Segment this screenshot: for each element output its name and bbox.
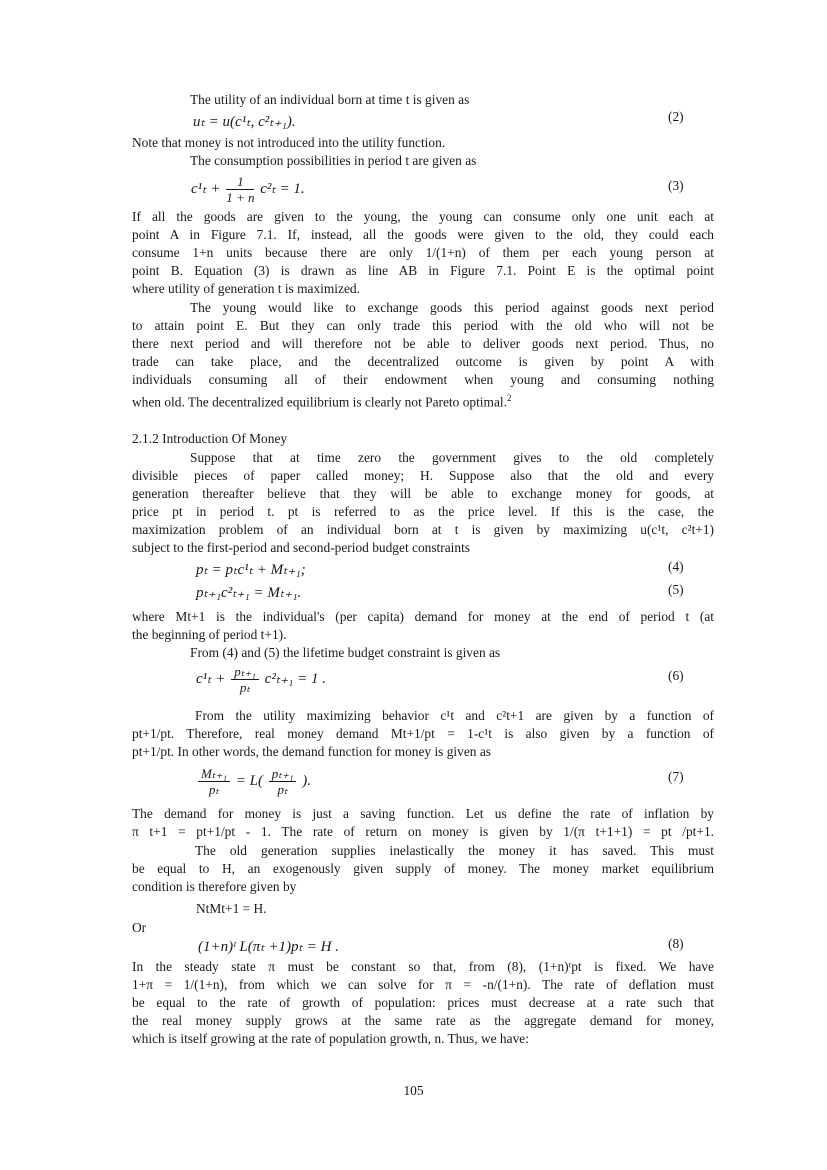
eq6-numerator: pₜ₊₁ [231, 664, 259, 680]
eq7-fraction-left [198, 766, 230, 797]
text-run: when old. The decentralized equilibrium is clearly not Pareto optimal. [132, 394, 507, 410]
text-line: generation thereafter believe that they will be able to exchange money for goods, at [132, 486, 714, 501]
eq7-denominator-2: pₜ [277, 782, 288, 797]
text-line: price pt in period t. pt is referred to as the price level. If this is the case, the [132, 504, 714, 519]
text-line: π t+1 = pt+1/pt - 1. The rate of return on money is given by 1/(π t+1+1) = pt /pt+1. [132, 824, 714, 839]
text-line: where Mt+1 is the individual's (per capita) demand for money at the end of period t (at [132, 609, 714, 624]
eq3-numerator: 1 [226, 174, 254, 190]
text-line: subject to the first-period and second-period budget constraints [132, 540, 471, 555]
equation-3 [191, 174, 305, 205]
eq7-numerator: Mₜ₊₁ [198, 766, 230, 782]
equation-number: (4) [668, 559, 684, 574]
equation-number: (8) [668, 936, 684, 951]
text-line: Note that money is not introduced into the utility function. [132, 135, 446, 150]
text-line: NtMt+1 = H. [196, 901, 267, 916]
equation-6 [196, 664, 326, 695]
text-line [132, 389, 714, 411]
equation-number: (2) [668, 109, 684, 124]
text-line: which is itself growing at the rate of population growth, n. Thus, we have: [132, 1031, 529, 1046]
text-line: point B. Equation (3) is drawn as line AB in Figure 7.1. Point E is the optimal point [132, 263, 714, 278]
text-line: The demand for money is just a saving function. Let us define the rate of inflation by [132, 806, 714, 821]
eq6-left: c¹ₜ + [196, 670, 226, 687]
eq3-left: c¹ₜ + [191, 180, 221, 197]
text-line: Suppose that at time zero the government gives to the old completely [190, 450, 714, 465]
eq3-right: c²ₜ = 1. [260, 180, 305, 197]
eq3-denominator: 1 + n [226, 190, 255, 205]
text-line: the beginning of period t+1). [132, 627, 287, 642]
text-line: In the steady state π must be constant so that, from (8), (1+n)ᵗpt is fixed. We have [132, 959, 714, 974]
eq7-right: ). [302, 772, 311, 789]
eq7-fraction-right [269, 766, 297, 797]
text-line: be equal to the rate of growth of population: prices must decrease at a rate such that [132, 995, 714, 1010]
text-line: The utility of an individual born at time t is given as [190, 92, 470, 107]
text-line: pt+1/pt. Therefore, real money demand Mt+1/pt = 1-c¹t is also given by a function of [132, 726, 714, 741]
eq7-mid: = L( [235, 772, 264, 789]
section-heading: 2.1.2 Introduction Of Money [132, 431, 288, 446]
eq7-denominator: pₜ [208, 782, 220, 797]
text-line: 1+π = 1/(1+n), from which we can solve for π = -n/(1+n). The rate of deflation must [132, 977, 714, 992]
text-line: where utility of generation t is maximized. [132, 281, 360, 296]
equation-2: uₜ = u(c¹ₜ, c²ₜ₊₁). [193, 114, 296, 130]
text-line: the real money supply grows at the same rate as the aggregate demand for money, [132, 1013, 714, 1028]
eq7-numerator-2: pₜ₊₁ [269, 766, 297, 782]
text-line: The old generation supplies inelastically the money it has saved. This must [195, 843, 714, 858]
equation-5: pₜ₊₁c²ₜ₊₁ = Mₜ₊₁. [196, 585, 302, 601]
text-line: maximization problem of an individual born at t is given by maximizing u(c¹t, c²t+1) [132, 522, 714, 537]
equation-8: (1+n)ᵗ L(πₜ +1)pₜ = H . [198, 939, 339, 955]
text-line: be equal to H, an exogenously given supply of money. The money market equilibrium [132, 861, 714, 876]
footnote-marker: 2 [506, 393, 512, 403]
text-line: From (4) and (5) the lifetime budget constraint is given as [190, 645, 501, 660]
text-line: Or [132, 920, 147, 935]
equation-number: (3) [668, 178, 684, 193]
text-line: pt+1/pt. In other words, the demand function for money is given as [132, 744, 491, 759]
text-line: to attain point E. But they can only trade this period with the old who will not be [132, 318, 714, 333]
text-line: From the utility maximizing behavior c¹t and c²t+1 are given by a function of [195, 708, 714, 723]
equation-number: (6) [668, 668, 684, 683]
equation-number: (5) [668, 582, 684, 597]
eq6-denominator: pₜ [239, 680, 251, 695]
text-line: The consumption possibilities in period t are given as [190, 153, 477, 168]
eq6-fraction [231, 664, 259, 695]
text-line: consume 1+n units because there are only 1/(1+n) of them per each young person at [132, 245, 714, 260]
eq6-right: c²ₜ₊₁ = 1 . [264, 670, 327, 687]
equation-7 [196, 766, 311, 797]
equation-number: (7) [668, 769, 684, 784]
text-line: The young would like to exchange goods this period against goods next period [190, 300, 714, 315]
text-line: point A in Figure 7.1. If, instead, all the goods were given to the old, they could each [132, 227, 714, 242]
text-line: individuals consuming all of their endowment when young and consuming nothing [132, 372, 714, 387]
equation-4: pₜ = pₜc¹ₜ + Mₜ₊₁; [196, 562, 306, 578]
text-line: there next period and will therefore not be able to deliver goods next period. Thus, no [132, 336, 714, 351]
text-line: divisible pieces of paper called money; H. Suppose also that the old and every [132, 468, 714, 483]
text-line: condition is therefore given by [132, 879, 297, 894]
text-line: trade can take place, and the decentralized outcome is given by point A with [132, 354, 714, 369]
text-line: If all the goods are given to the young, the young can consume only one unit each at [132, 209, 714, 224]
eq3-fraction [226, 174, 254, 205]
page-number: 105 [403, 1083, 424, 1098]
